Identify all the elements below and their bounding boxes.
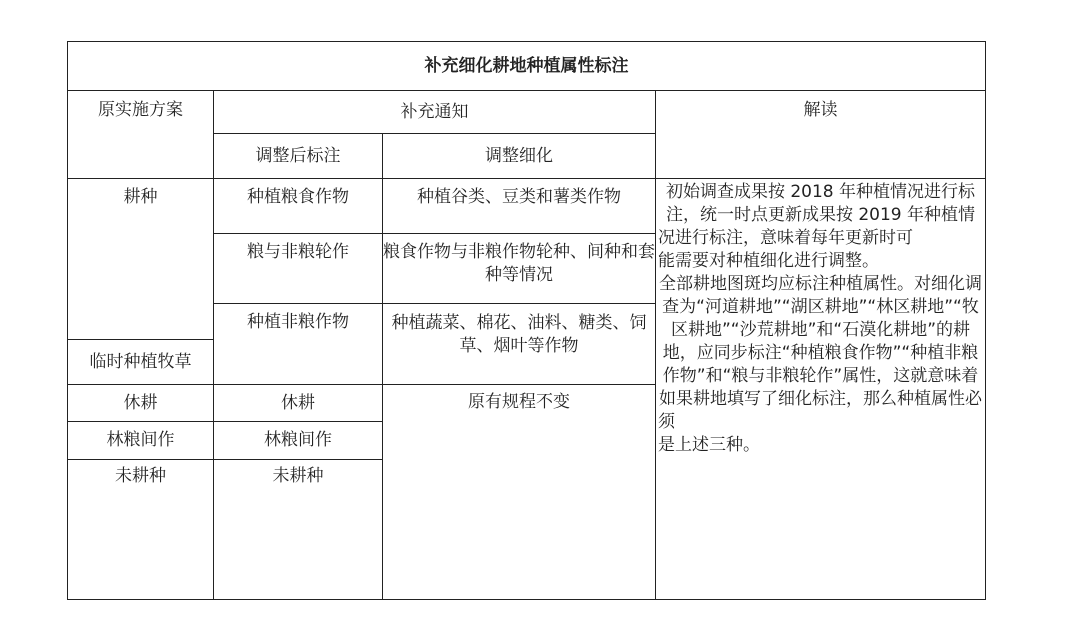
cell-label-rotation: 粮与非粮轮作 <box>214 234 383 304</box>
cell-linshi-mucao: 临时种植牧草 <box>68 340 214 385</box>
header-adjusted-detail: 调整细化 <box>383 134 656 179</box>
cell-label-nongrain: 种植非粮作物 <box>214 304 383 385</box>
cell-label-xiugeng: 休耕 <box>214 385 383 422</box>
interpretation-paragraph-2: 全部耕地图斑均应标注种植属性。对细化调查为“河道耕地”“湖区耕地”“林区耕地”“牧区耕地”“沙荒耕地”和“石漠化耕地”的耕地，应同步标注“种植粮食作物”“种植非粮作物”和“粮与非粮轮作”属性，这就意味着如果耕地填写了细化标注，那么种植属性必须 <box>658 274 982 432</box>
header-interpretation: 解读 <box>656 91 986 179</box>
cell-detail-grain: 种植谷类、豆类和薯类作物 <box>383 179 656 234</box>
cell-weigeng: 未耕种 <box>68 460 214 600</box>
header-adjusted-label: 调整后标注 <box>214 134 383 179</box>
cell-label-grain: 种植粮食作物 <box>214 179 383 234</box>
interpretation-paragraph-1-end: 能需要对种植细化进行调整。 <box>658 251 879 271</box>
header-original-plan: 原实施方案 <box>68 91 214 179</box>
cell-detail-nongrain: 种植蔬菜、棉花、油料、糖类、饲草、烟叶等作物 <box>383 304 656 385</box>
cell-label-linliang: 林粮间作 <box>214 422 383 460</box>
header-supplement-notice: 补充通知 <box>214 91 656 134</box>
attribute-table <box>67 41 986 600</box>
cell-xiugeng: 休耕 <box>68 385 214 422</box>
cell-detail-unchanged: 原有规程不变 <box>383 385 656 600</box>
interpretation-paragraph-1: 初始调查成果按 2018 年种植情况进行标注，统一时点更新成果按 2019 年种植情况进行标注，意味着每年更新时可 <box>658 182 976 248</box>
cell-label-weigeng: 未耕种 <box>214 460 383 600</box>
cell-linliang: 林粮间作 <box>68 422 214 460</box>
table-title: 补充细化耕地种植属性标注 <box>68 42 986 91</box>
interpretation-paragraph-2-end: 是上述三种。 <box>658 435 760 455</box>
interpretation-text <box>656 179 986 600</box>
cell-detail-rotation: 粮食作物与非粮作物轮种、间种和套种等情况 <box>383 234 656 304</box>
cell-gengzhong: 耕种 <box>68 179 214 340</box>
